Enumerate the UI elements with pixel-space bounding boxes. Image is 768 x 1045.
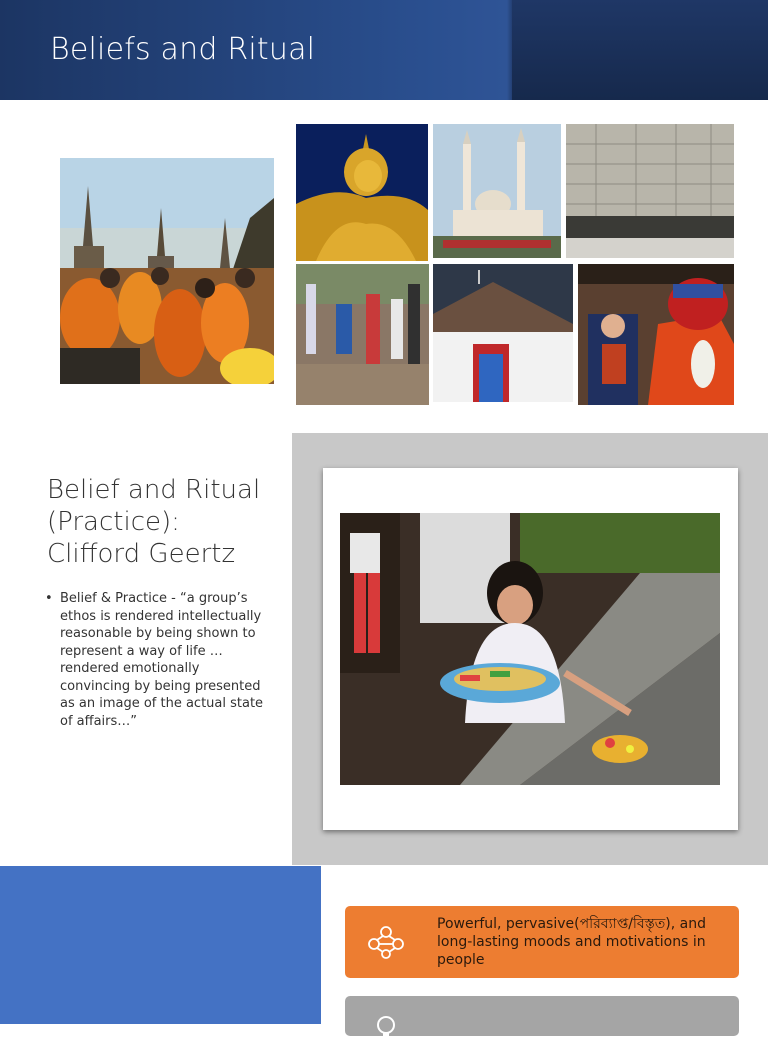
pilgrims-photo	[296, 264, 429, 405]
slide2-title-line2: (Practice):	[47, 507, 180, 537]
slide1-title: Beliefs and Ritual	[50, 32, 316, 67]
offering-girl-photo	[340, 513, 720, 785]
geertz-bullet	[45, 590, 270, 730]
geertz-bullet-text: Belief & Practice - “a group’s ethos is rendered intellectually reasonable by being shown to represent a way of life … rendered emotionally convincing by being presented as an image of the actual state of affairs…”	[60, 591, 264, 729]
slide3-blue-panel	[0, 866, 321, 1024]
slide2-title-line3: Clifford Geertz	[47, 539, 236, 569]
slide1-title-bar	[0, 0, 768, 100]
ritual-point-box-1	[345, 906, 739, 978]
slide2-title	[47, 474, 287, 570]
header-accent-band	[512, 0, 768, 100]
bullet-dot: •	[45, 591, 53, 606]
network-molecule-icon	[367, 924, 405, 960]
ritual-point-text-1: Powerful, pervasive(পরিব্যাপ্ত/বিস্তৃত), and long-lasting moods and motivations in people	[437, 916, 706, 968]
mosque-photo	[433, 124, 561, 258]
lightbulb-icon	[373, 1014, 399, 1040]
western-wall-photo	[566, 124, 734, 258]
ritual-point-box-2	[345, 996, 739, 1036]
stupa-procession-photo	[60, 158, 274, 384]
lion-dance-photo	[578, 264, 734, 405]
white-chapel-photo	[433, 264, 573, 402]
slide2-title-line1: Belief and Ritual	[47, 475, 261, 505]
offering-photo-card	[323, 468, 738, 830]
buddha-statue-photo	[296, 124, 428, 261]
